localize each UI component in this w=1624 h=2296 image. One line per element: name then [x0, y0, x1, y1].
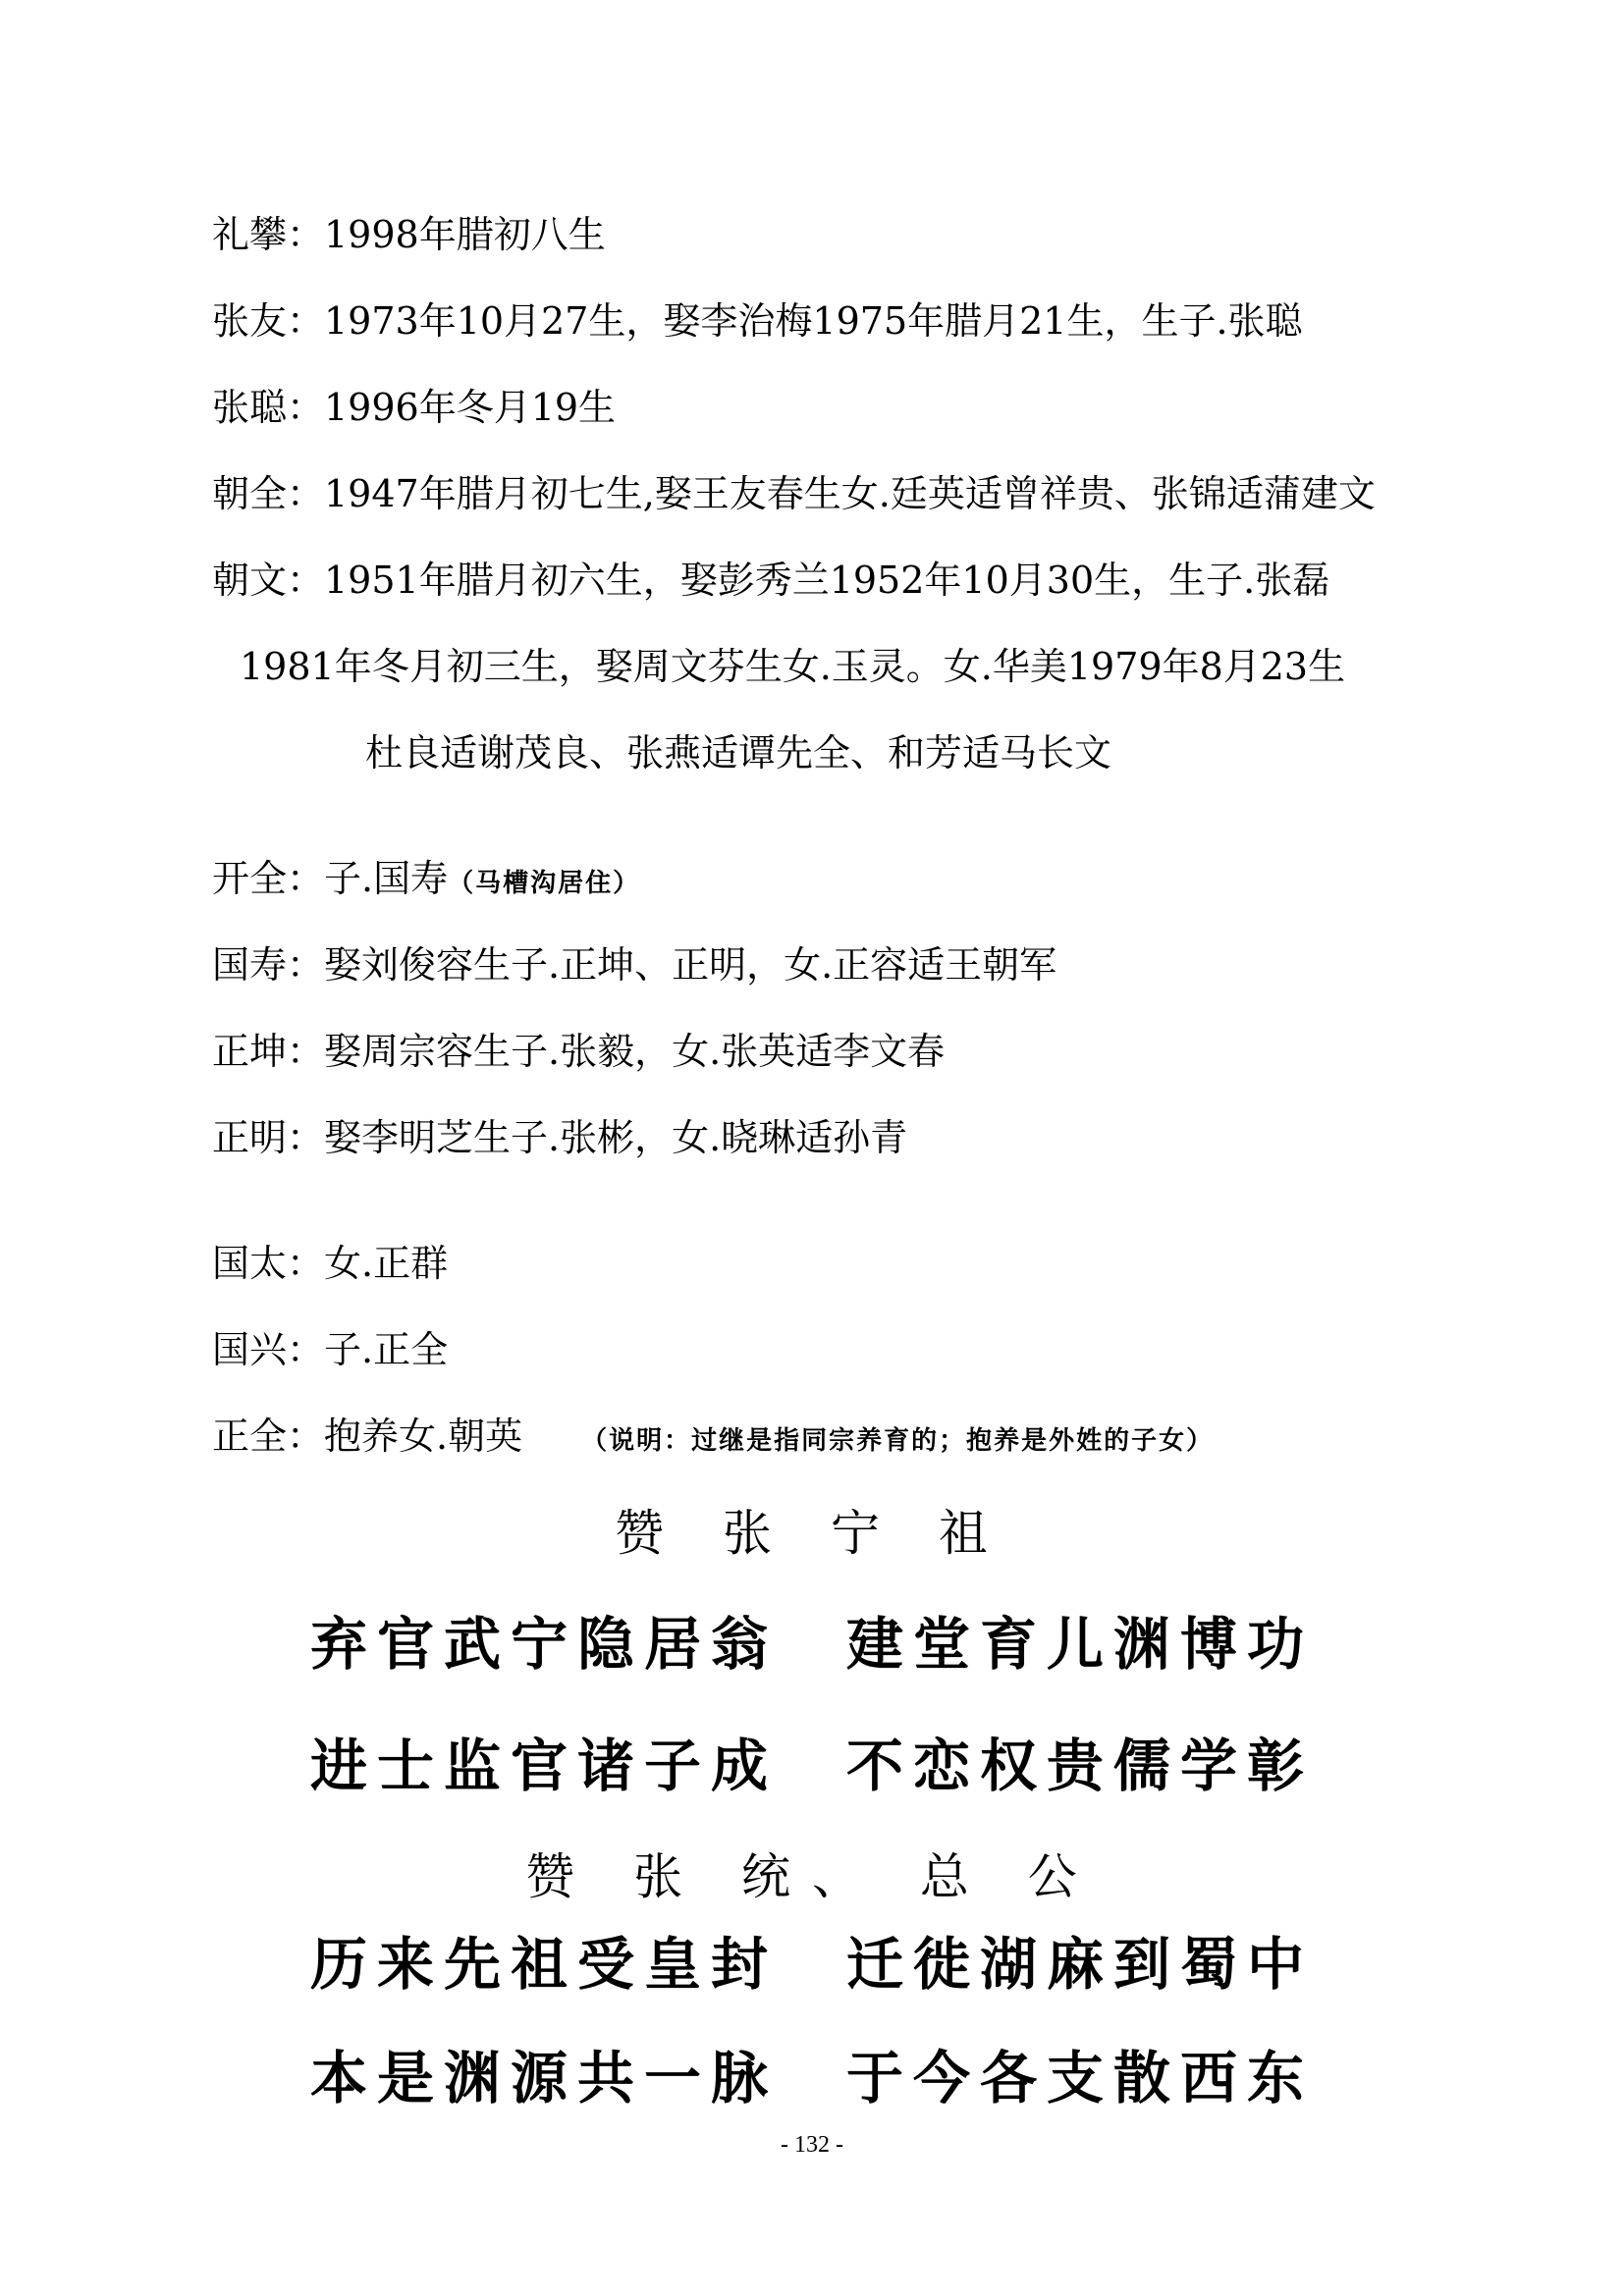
poem1-line2-second: 不恋权贵儒学彰 — [846, 1733, 1315, 1799]
poem2-line2 — [0, 2032, 1624, 2114]
poem2-line2-second: 于今各支散西东 — [846, 2045, 1315, 2111]
poem1-line2-first: 进士监官诸子成 — [309, 1733, 778, 1799]
genealogy-entry-chaowen-daughters: 杜良适谢茂良、张燕适谭先全、和芳适马长文 — [365, 731, 1112, 774]
genealogy-entry-zhangyou: 张友：1973年10月27生，娶李治梅1975年腊月21生，生子.张聪 — [212, 299, 1303, 343]
genealogy-entry-zhangcong: 张聪：1996年冬月19生 — [212, 386, 617, 429]
page-number: - 132 - — [781, 2132, 843, 2158]
explanation-note: （说明：过继是指同宗养育的；抱养是外姓的子女） — [581, 1426, 1215, 1456]
poem1-line1 — [0, 1598, 1624, 1681]
genealogy-entry-zhengming: 正明：娶李明芝生子.张彬，女.晓琳适孙青 — [212, 1116, 908, 1159]
poem2-line1-second: 迁徙湖麻到蜀中 — [846, 1931, 1315, 1998]
poem1-line1-second: 建堂育儿渊博功 — [846, 1611, 1315, 1678]
genealogy-entry-lipan: 礼攀：1998年腊初八生 — [212, 213, 606, 256]
poem2-line1 — [0, 1918, 1624, 2001]
poem2-title: 赞 张 统、 总 公 — [525, 1848, 1099, 1905]
poem1-line2 — [0, 1720, 1624, 1802]
poem1-title: 赞 张 宁 祖 — [615, 1505, 1009, 1562]
kaiquan-text: 开全：子.国寿 — [212, 857, 449, 900]
genealogy-entry-chaowen-continued: 1981年冬月初三生，娶周文芬生女.玉灵。女.华美1979年8月23生 — [240, 645, 1346, 688]
poem2-line2-first: 本是渊源共一脉 — [309, 2045, 778, 2111]
genealogy-entry-kaiquan — [212, 854, 640, 908]
residence-note: （马槽沟居住） — [448, 869, 641, 898]
poem1-line1-first: 弃官武宁隐居翁 — [309, 1611, 778, 1678]
genealogy-entry-zhengkun: 正坤：娶周宗容生子.张毅，女.张英适李文春 — [212, 1030, 946, 1073]
genealogy-entry-zhengquan — [212, 1412, 1214, 1466]
genealogy-entry-chaowen: 朝文：1951年腊月初六生，娶彭秀兰1952年10月30生，生子.张磊 — [212, 559, 1330, 602]
genealogy-entry-guotai: 国太：女.正群 — [212, 1242, 449, 1285]
poem2-line1-first: 历来先祖受皇封 — [309, 1931, 778, 1998]
genealogy-entry-guoshou: 国寿：娶刘俊容生子.正坤、正明，女.正容适王朝军 — [212, 943, 1057, 987]
genealogy-entry-chaoquan: 朝全：1947年腊月初七生,娶王友春生女.廷英适曾祥贵、张锦适蒲建文 — [212, 472, 1376, 515]
genealogy-entry-guoxing: 国兴：子.正全 — [212, 1328, 449, 1371]
zhengquan-text: 正全：抱养女.朝英 — [212, 1415, 523, 1458]
